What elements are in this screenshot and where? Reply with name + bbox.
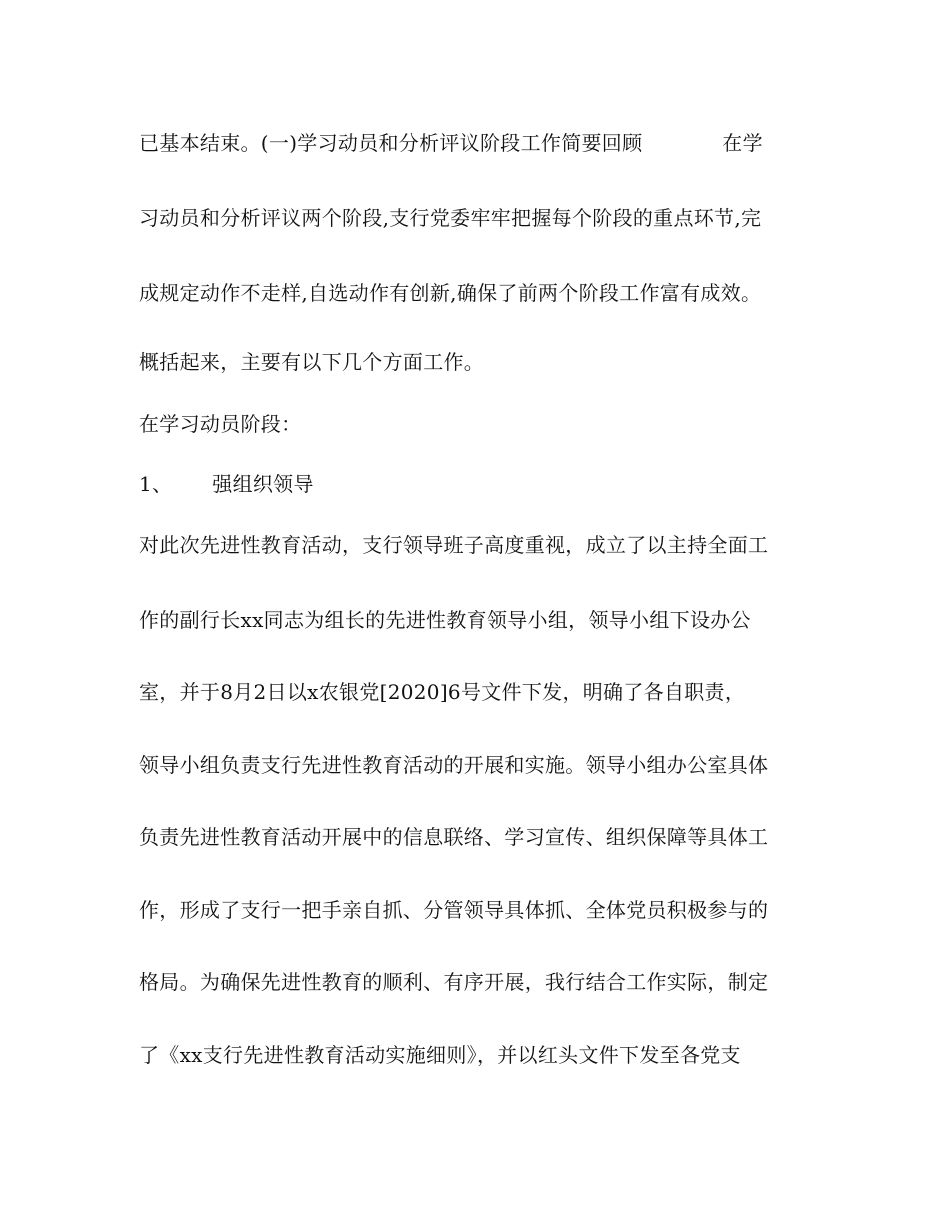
text-line: 格局。为确保先进性教育的顺利、有序开展，我行结合工作实际，制定 <box>139 970 769 994</box>
text-line: 已基本结束。(一)学习动员和分析评议阶段工作简要回顾 在学 <box>139 131 763 155</box>
text-line: 室，并于8月2日以x农银党[2020]6号文件下发，明确了各自职责， <box>139 680 746 704</box>
text-line: 了《xx支行先进性教育活动实施细则》，并以红头文件下发至各党支 <box>139 1043 741 1067</box>
text-line: 作，形成了支行一把手亲自抓、分管领导具体抓、全体党员积极参与的 <box>139 898 769 922</box>
text-line: 对此次先进性教育活动，支行领导班子高度重视，成立了以主持全面工 <box>139 533 769 557</box>
text-line: 在学习动员阶段： <box>139 412 302 436</box>
text-line: 概括起来，主要有以下几个方面工作。 <box>139 350 485 374</box>
list-item-heading: 1、 强组织领导 <box>139 472 314 496</box>
text-line: 作的副行长xx同志为组长的先进性教育领导小组，领导小组下设办公 <box>139 608 751 632</box>
text-line: 负责先进性教育活动开展中的信息联络、学习宣传、组织保障等具体工 <box>139 825 769 849</box>
text-line: 领导小组负责支行先进性教育活动的开展和实施。领导小组办公室具体 <box>139 753 769 777</box>
text-line: 成规定动作不走样,自选动作有创新,确保了前两个阶段工作富有成效。 <box>139 281 762 305</box>
text-line: 习动员和分析评议两个阶段,支行党委牢牢把握每个阶段的重点环节,完 <box>139 206 762 230</box>
